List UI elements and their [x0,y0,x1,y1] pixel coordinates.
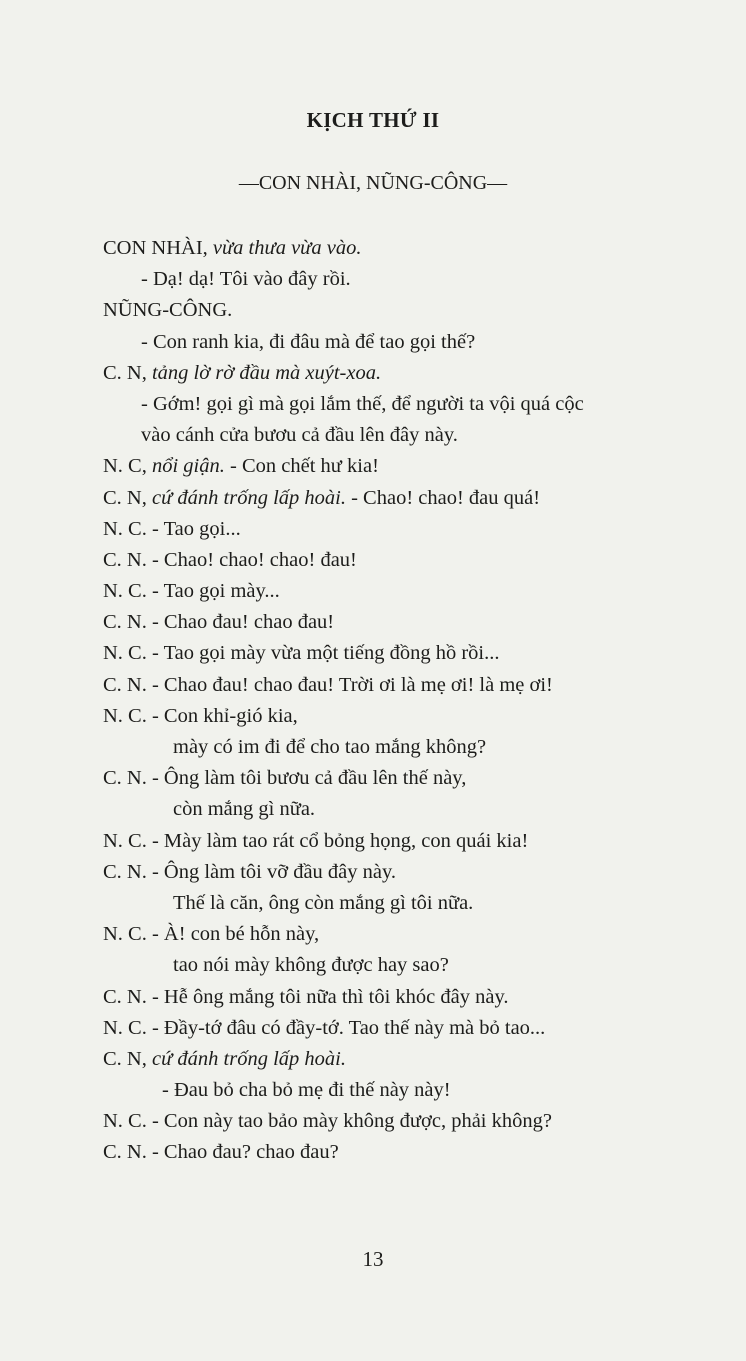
dialogue-line [103,1137,703,1168]
speaker: C. N. [103,985,147,1008]
dialogue-line [103,358,703,389]
speaker: C. N. [103,767,147,790]
speech: - Chao đau! chao đau! [146,611,335,634]
speaker: N. C. [103,642,147,665]
speech: - Con ranh kia, đi đâu mà để tao gọi thế? [141,330,476,353]
stage-direction: cứ đánh trống lấp hoài. [151,486,346,509]
dialogue-line [103,857,703,888]
dialogue-line [103,389,703,420]
dialogue-line [103,670,703,701]
speech: - Chao! chao! chao! đau! [146,548,357,571]
speech: tao nói mày không được hay sao? [173,954,449,977]
dialogue-line [103,514,703,545]
speaker: N. C, [103,455,152,478]
dialogue-line [103,982,703,1013]
speech: - Đầy-tớ đâu có đầy-tớ. Tao thế này mà bỏ tao... [146,1016,546,1039]
speaker: C. N. [103,673,147,696]
stage-direction: cứ đánh trống lấp hoài. [151,1047,346,1070]
dialogue-line [103,233,703,264]
speech: mày có im đi để cho tao mắng không? [173,736,487,758]
speaker: N. C. [103,1016,147,1039]
speech: - Mày làm tao rát cổ bỏng họng, con quái kia! [146,829,529,852]
speech: vào cánh cửa bươu cả đầu lên đây này. [141,424,458,447]
page-number: 13 [362,1247,384,1271]
dialogue-line [103,264,703,295]
dialogue-line [103,451,703,482]
speaker: C. N. [103,1141,147,1164]
speech: - Tao gọi mày... [146,580,280,603]
dialogue-line [103,701,703,732]
dialogue-line [103,1106,703,1137]
speech: - Con này tao bảo mày không được, phải không? [146,1110,552,1133]
speech: - Tao gọi mày vừa một tiếng đồng hồ rồi... [146,642,500,665]
speaker: N. C. [103,1110,147,1133]
speaker: C. N, [103,486,152,509]
speech: - Gớm! gọi gì mà gọi lắm thế, để người ta vội quá cộc [141,392,584,415]
speaker: C. N. [103,548,147,571]
dialogue-line [103,1075,703,1106]
speaker: N. C. [103,580,147,603]
dialogue-line [103,919,703,950]
speech: - Chao đau? chao đau? [146,1141,339,1164]
speaker: N. C. [103,704,147,727]
speech: - À! con bé hỗn này, [146,923,320,946]
speech: Thế là căn, ông còn mắng gì tôi nữa. [173,891,474,914]
speaker: N. C. [103,923,147,946]
dialogue-line [103,826,703,857]
speech: - Tao gọi... [146,517,241,540]
play-characters: —CON NHÀI, NŨNG-CÔNG— [238,172,508,194]
dialogue-line [103,638,703,669]
speech: - Hễ ông mắng tôi nữa thì tôi khóc đây này. [146,985,509,1008]
dialogue-line [103,576,703,607]
speaker: C. N, [103,1047,152,1070]
speaker: C. N. [103,611,147,634]
speaker: CON NHÀI, [103,237,213,259]
speech: - Chao đau! chao đau! Trời ơi là mẹ ơi! là mẹ ơi! [146,673,553,696]
dialogue-line [103,763,703,794]
dialogue-line [103,607,703,638]
dialogue-line [103,483,703,514]
speech: - Dạ! dạ! Tôi vào đây rồi. [141,268,351,291]
dialogue-line [103,1044,703,1075]
play-title: KỊCH THỨ II [306,108,440,132]
speech: - Ông làm tôi bươu cả đầu lên thế này, [146,767,467,790]
speaker: N. C. [103,517,147,540]
speech: - Ông làm tôi vỡ đầu đây này. [146,860,397,883]
speaker: NŨNG-CÔNG. [103,299,233,322]
stage-direction: tảng lờ rờ đầu mà xuýt-xoa. [151,361,382,384]
dialogue-line [103,950,703,981]
dialogue-line [103,732,703,763]
speaker: N. C. [103,829,147,852]
speaker: C. N, [103,361,152,384]
dialogue-line [103,794,703,825]
stage-direction: vừa thưa vừa vào. [212,237,362,259]
dialogue-line [103,1013,703,1044]
stage-direction: nổi giận. [151,455,225,478]
dialogue-line [103,327,703,358]
dialogue-line [103,295,703,326]
speech: - Con chết hư kia! [224,455,379,478]
dialogue-line [103,888,703,919]
dialogue-line [103,545,703,576]
speech: - Chao! chao! đau quá! [345,486,541,509]
dialogue-body [103,233,703,1169]
dialogue-line [103,420,703,451]
speech: - Con khỉ-gió kia, [146,704,298,727]
speech: - Đau bỏ cha bỏ mẹ đi thế này này! [162,1079,451,1102]
speaker: C. N. [103,860,147,883]
speech: còn mắng gì nữa. [173,798,316,821]
